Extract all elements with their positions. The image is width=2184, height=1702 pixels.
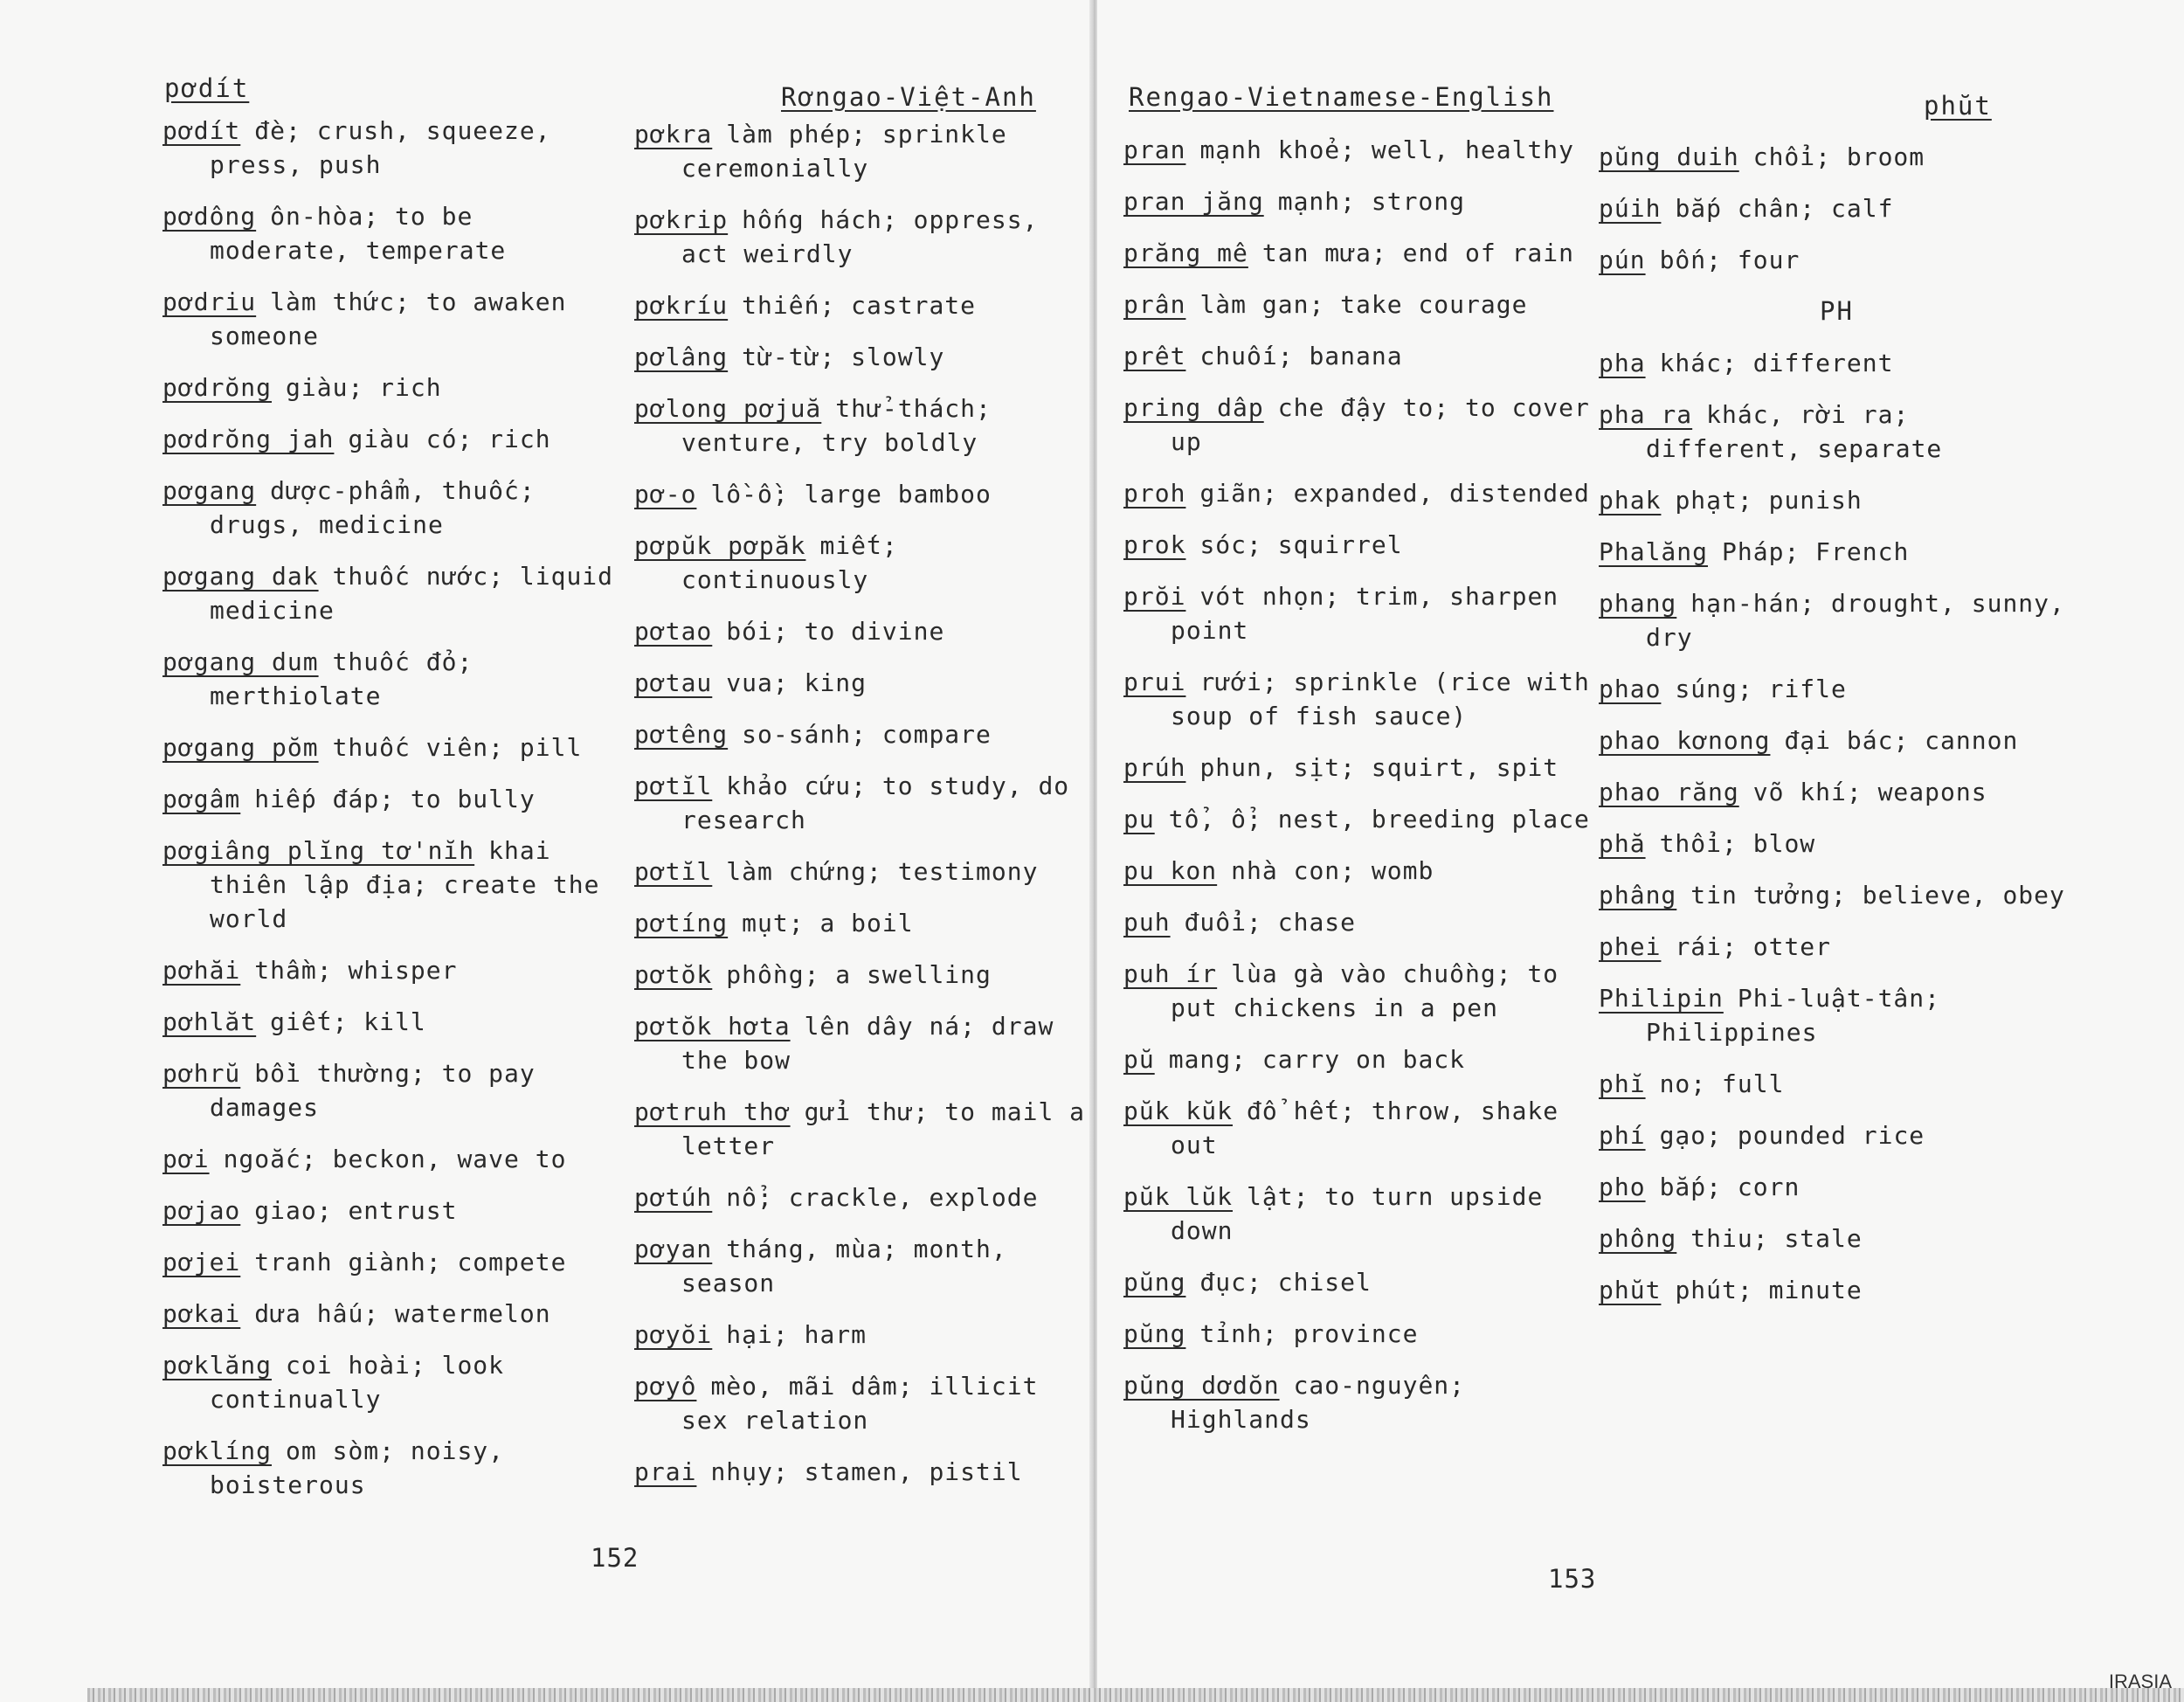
entry-definition: so-sánh; compare xyxy=(742,720,992,749)
entry-headword: pơtŏk hơta xyxy=(634,1012,791,1041)
dictionary-entry xyxy=(634,906,1089,940)
entry-headword: pơgiâng plĭng tơ'nĭh xyxy=(162,836,475,865)
entry-definition: thuốc đỏ; merthiolate xyxy=(210,647,473,710)
entry-definition: gạo; pounded rice xyxy=(1659,1121,1925,1150)
entry-headword: pŭng xyxy=(1123,1268,1186,1297)
entry-definition: gửi thư; to mail a letter xyxy=(681,1097,1086,1160)
dictionary-entry xyxy=(634,1369,1089,1437)
dictionary-entry xyxy=(1599,483,2075,517)
dictionary-entry xyxy=(1123,1368,1600,1436)
left-column-1 xyxy=(162,114,625,1519)
entry-definition: mang; carry on back xyxy=(1168,1045,1466,1074)
dictionary-entry xyxy=(162,474,625,542)
entry-headword: pơjei xyxy=(162,1248,241,1276)
dictionary-entry xyxy=(634,717,1089,751)
dictionary-entry xyxy=(162,782,625,816)
dictionary-entry xyxy=(1123,476,1600,510)
entry-headword: pŭng duih xyxy=(1599,142,1739,171)
entry-headword: Philipin xyxy=(1599,984,1724,1013)
entry-headword: prân xyxy=(1123,290,1186,319)
entry-definition: dưa hấu; watermelon xyxy=(254,1299,551,1328)
entry-headword: pơkrip xyxy=(634,205,729,234)
entry-headword: Phalăng xyxy=(1599,537,1709,566)
entry-definition: thầm; whisper xyxy=(254,956,458,985)
entry-headword: prŏi xyxy=(1123,582,1186,611)
dictionary-entry xyxy=(162,1348,625,1416)
entry-headword: pơtŏk xyxy=(634,960,713,989)
entry-headword: pơdông xyxy=(162,202,257,231)
entry-definition: coi hoài; look continually xyxy=(210,1351,505,1414)
entry-definition: giàu có; rich xyxy=(348,425,551,453)
entry-headword: pŭng xyxy=(1123,1319,1186,1348)
dictionary-entry xyxy=(634,1232,1089,1300)
entry-definition: tháng, mùa; month, season xyxy=(681,1235,1007,1297)
dictionary-entry xyxy=(1123,957,1600,1025)
dictionary-entry xyxy=(1599,1273,2075,1307)
entry-definition: thiu; stale xyxy=(1690,1224,1863,1253)
entry-definition: chổi; broom xyxy=(1752,142,1925,171)
dictionary-entry xyxy=(1123,1042,1600,1076)
dictionary-entry xyxy=(162,1245,625,1279)
entry-headword: pran xyxy=(1123,135,1186,164)
entry-definition: khác, rời ra; different, separate xyxy=(1646,400,1943,463)
entry-headword: pŭk kŭk xyxy=(1123,1097,1234,1125)
entry-headword: prai xyxy=(634,1457,697,1486)
dictionary-entry xyxy=(1599,981,2075,1049)
right-page-number: 153 xyxy=(1548,1564,1597,1594)
dictionary-entry xyxy=(1599,586,2075,654)
dictionary-entry xyxy=(634,1009,1089,1077)
entry-definition: nổ; crackle, explode xyxy=(726,1183,1039,1212)
entry-headword: pu xyxy=(1123,805,1155,834)
entry-headword: pơgâm xyxy=(162,785,241,813)
entry-headword: pŭ xyxy=(1123,1045,1155,1074)
entry-definition: phút; minute xyxy=(1675,1276,1863,1304)
entry-headword: pha ra xyxy=(1599,400,1693,429)
entry-headword: pơdrŏng xyxy=(162,373,273,402)
dictionary-entry xyxy=(1123,528,1600,562)
entry-headword: pha xyxy=(1599,349,1646,377)
dictionary-entry xyxy=(1123,133,1600,167)
entry-headword: prúh xyxy=(1123,753,1186,782)
entry-definition: bắp; corn xyxy=(1659,1173,1800,1201)
entry-headword: pơ-o xyxy=(634,480,697,509)
entry-headword: prăng mê xyxy=(1123,239,1248,267)
entry-definition: dược-phẩm, thuốc; drugs, medicine xyxy=(210,476,536,539)
entry-definition: phồng; a swelling xyxy=(726,960,992,989)
entry-definition: làm phép; sprinkle ceremonially xyxy=(681,120,1007,183)
entry-definition: giao; entrust xyxy=(254,1196,458,1225)
left-guide-word: pơdít xyxy=(164,73,250,103)
entry-definition: bốn; four xyxy=(1659,246,1800,274)
dictionary-entry xyxy=(1123,1180,1600,1248)
entry-headword: phao xyxy=(1599,675,1662,703)
right-column-1 xyxy=(1123,133,1600,1454)
watermark: IRASIA xyxy=(2108,1671,2172,1692)
entry-definition: ôn-hòa; to be moderate, temperate xyxy=(210,202,507,265)
entry-headword: pơyŏi xyxy=(634,1320,713,1349)
entry-definition: làm chứng; testimony xyxy=(726,857,1039,886)
entry-definition: bồi thường; to pay damages xyxy=(210,1059,536,1122)
entry-headword: phŭt xyxy=(1599,1276,1662,1304)
entry-headword: phang xyxy=(1599,589,1677,618)
entry-headword: pơyô xyxy=(634,1372,697,1401)
entry-definition: tan mưa; end of rain xyxy=(1261,239,1575,267)
entry-headword: pơtêng xyxy=(634,720,729,749)
entry-headword: pơdriu xyxy=(162,287,257,316)
entry-headword: pơgang dak xyxy=(162,562,319,591)
section-heading-ph: PH xyxy=(1820,296,1854,326)
entry-definition: sóc; squirrel xyxy=(1199,530,1403,559)
dictionary-entry xyxy=(162,1297,625,1331)
entry-headword: pơdít xyxy=(162,116,241,145)
entry-definition: từ-từ; slowly xyxy=(742,342,945,371)
left-page-number: 152 xyxy=(591,1543,639,1573)
dictionary-entry xyxy=(634,854,1089,889)
dictionary-entry xyxy=(1599,775,2075,809)
entry-headword: phông xyxy=(1599,1224,1677,1253)
entry-headword: phâng xyxy=(1599,881,1677,910)
entry-definition: Pháp; French xyxy=(1722,537,1910,566)
entry-definition: tranh giành; compete xyxy=(254,1248,567,1276)
entry-headword: pŭk lŭk xyxy=(1123,1182,1234,1211)
dictionary-entry xyxy=(634,614,1089,648)
entry-definition: mạnh khoẻ; well, healthy xyxy=(1199,135,1575,164)
entry-definition: thử-thách; venture, try boldly xyxy=(681,394,992,457)
dictionary-entry xyxy=(634,340,1089,374)
dictionary-entry xyxy=(634,958,1089,992)
dictionary-entry xyxy=(634,203,1089,271)
dictionary-entry xyxy=(634,391,1089,460)
dictionary-entry xyxy=(1599,723,2075,758)
entry-definition: miết; continuously xyxy=(681,531,898,594)
entry-definition: lên dây ná; draw the bow xyxy=(681,1012,1054,1075)
entry-definition: khác; different xyxy=(1659,349,1894,377)
dictionary-entry xyxy=(162,1193,625,1228)
entry-definition: tỉnh; province xyxy=(1199,1319,1419,1348)
dictionary-entry xyxy=(162,645,625,713)
entry-headword: pơhlăt xyxy=(162,1007,257,1036)
entry-headword: pơklíng xyxy=(162,1436,273,1465)
entry-definition: ngoắc; beckon, wave to xyxy=(223,1145,567,1173)
entry-headword: pơyan xyxy=(634,1235,713,1263)
entry-headword: pơlâng xyxy=(634,342,729,371)
entry-headword: phei xyxy=(1599,932,1662,961)
entry-definition: làm gan; take courage xyxy=(1199,290,1528,319)
dictionary-entry xyxy=(1123,665,1600,733)
dictionary-entry xyxy=(162,114,625,182)
dictionary-entry xyxy=(162,834,625,936)
entry-definition: nhà con; womb xyxy=(1231,856,1434,885)
entry-headword: pơi xyxy=(162,1145,210,1173)
dictionary-entry xyxy=(1599,243,2075,277)
entry-definition: nhụy; stamen, pistil xyxy=(710,1457,1023,1486)
entry-headword: pơhrŭ xyxy=(162,1059,241,1088)
entry-headword: pơtau xyxy=(634,668,713,697)
entry-definition: lùa gà vào chuồng; to put chickens in a pen xyxy=(1171,959,1559,1022)
dictionary-entry xyxy=(162,370,625,405)
left-column-2 xyxy=(634,117,1089,1506)
dictionary-entry xyxy=(1123,184,1600,218)
entry-definition: vót nhọn; trim, sharpen point xyxy=(1171,582,1559,645)
entry-definition: bói; to divine xyxy=(726,617,945,646)
entry-definition: đổ hết; throw, shake out xyxy=(1171,1097,1559,1159)
entry-definition: súng; rifle xyxy=(1675,675,1847,703)
entry-definition: lật; to turn upside down xyxy=(1171,1182,1544,1245)
dictionary-entry xyxy=(162,285,625,353)
dictionary-entry xyxy=(1599,346,2075,380)
dictionary-entry xyxy=(1123,391,1600,459)
dictionary-entry xyxy=(1123,287,1600,322)
entry-definition: mụt; a boil xyxy=(742,909,914,937)
entry-definition: phun, sịt; squirt, spit xyxy=(1199,753,1559,782)
right-column-2 xyxy=(1599,140,2075,1325)
entry-definition: đuổi; chase xyxy=(1184,908,1357,937)
entry-headword: pơtúh xyxy=(634,1183,713,1212)
dictionary-entry xyxy=(634,477,1089,511)
dictionary-entry xyxy=(1599,930,2075,964)
entry-headword: phí xyxy=(1599,1121,1646,1150)
dictionary-entry xyxy=(1123,751,1600,785)
entry-headword: pơtĭl xyxy=(634,771,713,800)
entry-headword: pơhăi xyxy=(162,956,241,985)
entry-headword: pơtíng xyxy=(634,909,729,937)
right-page xyxy=(1097,0,2184,1702)
entry-headword: phao răng xyxy=(1599,778,1739,806)
page-bottom-edge xyxy=(87,1688,2184,1702)
dictionary-entry xyxy=(1123,1317,1600,1351)
dictionary-entry xyxy=(162,199,625,267)
dictionary-entry xyxy=(1599,672,2075,706)
entry-headword: pơkai xyxy=(162,1299,241,1328)
entry-headword: phă xyxy=(1599,829,1646,858)
entry-definition: hạn-hán; drought, sunny, dry xyxy=(1646,589,2065,652)
entry-headword: pún xyxy=(1599,246,1646,274)
dictionary-entry xyxy=(1599,827,2075,861)
entry-definition: khai thiên lập địa; create the world xyxy=(210,836,600,933)
entry-definition: thuốc viên; pill xyxy=(332,733,583,762)
entry-headword: pơklăng xyxy=(162,1351,273,1380)
entry-definition: che đậy to; to cover up xyxy=(1171,393,1590,456)
dictionary-entry xyxy=(1123,905,1600,939)
entry-definition: giàu; rich xyxy=(286,373,442,402)
entry-definition: giãn; expanded, distended xyxy=(1199,479,1590,508)
entry-headword: phao kơnong xyxy=(1599,726,1771,755)
entry-definition: cao-nguyên; Highlands xyxy=(1171,1371,1466,1434)
dictionary-entry xyxy=(1599,878,2075,912)
entry-definition: mạnh; strong xyxy=(1277,187,1466,216)
entry-headword: pu kon xyxy=(1123,856,1218,885)
entry-headword: pơkra xyxy=(634,120,713,149)
entry-definition: hiếp đáp; to bully xyxy=(254,785,536,813)
entry-definition: om sòm; noisy, boisterous xyxy=(210,1436,505,1499)
dictionary-entry xyxy=(1599,140,2075,174)
entry-headword: pơlong pơjuă xyxy=(634,394,822,423)
entry-definition: đục; chisel xyxy=(1199,1268,1372,1297)
dictionary-entry xyxy=(162,1142,625,1176)
dictionary-entry xyxy=(162,1434,625,1502)
entry-definition: no; full xyxy=(1659,1069,1785,1098)
entry-headword: pran jăng xyxy=(1123,187,1264,216)
entry-definition: lồ-ồ; large bamboo xyxy=(710,480,992,509)
dictionary-entry xyxy=(1123,1094,1600,1162)
entry-headword: pơtruh thơ xyxy=(634,1097,791,1126)
dictionary-entry xyxy=(1599,191,2075,225)
entry-definition: bắp chân; calf xyxy=(1675,194,1894,223)
dictionary-entry xyxy=(634,529,1089,597)
dictionary-entry xyxy=(162,730,625,765)
entry-definition: tin tưởng; believe, obey xyxy=(1690,881,2065,910)
right-running-head: Rengao-Vietnamese-English xyxy=(1129,82,1554,112)
dictionary-entry xyxy=(1599,1067,2075,1101)
entry-headword: puh ír xyxy=(1123,959,1218,988)
dictionary-entry xyxy=(634,117,1089,185)
left-running-head: Rơngao-Việt-Anh xyxy=(781,82,1036,112)
dictionary-entry xyxy=(634,1318,1089,1352)
entry-definition: thuốc nước; liquid medicine xyxy=(210,562,614,625)
entry-headword: pŭng dơdŏn xyxy=(1123,1371,1280,1400)
dictionary-entry xyxy=(1123,579,1600,647)
entry-headword: pơtĭl xyxy=(634,857,713,886)
entry-definition: rưới; sprinkle (rice with soup of fish sauce) xyxy=(1171,668,1590,730)
entry-definition: mèo, mãi dâm; illicit sex relation xyxy=(681,1372,1039,1435)
entry-definition: chuối; banana xyxy=(1199,342,1403,370)
right-guide-word: phŭt xyxy=(1924,91,1992,121)
entry-definition: giết; kill xyxy=(270,1007,426,1036)
dictionary-entry xyxy=(1123,854,1600,888)
entry-headword: pơdrŏng jah xyxy=(162,425,335,453)
entry-definition: thổi; blow xyxy=(1659,829,1816,858)
entry-headword: pơgang pŏm xyxy=(162,733,319,762)
dictionary-entry xyxy=(1599,1118,2075,1152)
dictionary-entry xyxy=(1599,1221,2075,1256)
dictionary-entry xyxy=(162,422,625,456)
entry-headword: pơtao xyxy=(634,617,713,646)
dictionary-entry xyxy=(1123,236,1600,270)
dictionary-entry xyxy=(634,769,1089,837)
entry-definition: hại; harm xyxy=(726,1320,867,1349)
entry-definition: khảo cứu; to study, do research xyxy=(681,771,1070,834)
entry-definition: tổ, ổ; nest, breeding place xyxy=(1168,805,1590,834)
dictionary-entry xyxy=(162,1056,625,1124)
entry-headword: prok xyxy=(1123,530,1186,559)
entry-headword: puh xyxy=(1123,908,1171,937)
entry-headword: pring dâp xyxy=(1123,393,1264,422)
entry-definition: rái; otter xyxy=(1675,932,1832,961)
entry-headword: prêt xyxy=(1123,342,1186,370)
entry-headword: pơgang xyxy=(162,476,257,505)
entry-definition: võ khí; weapons xyxy=(1752,778,1987,806)
entry-headword: pho xyxy=(1599,1173,1646,1201)
entry-definition: thiến; castrate xyxy=(742,291,977,320)
entry-definition: vua; king xyxy=(726,668,867,697)
entry-headword: púih xyxy=(1599,194,1662,223)
entry-definition: phạt; punish xyxy=(1675,486,1863,515)
entry-headword: pơpŭk pơpăk xyxy=(634,531,806,560)
dictionary-entry xyxy=(634,1180,1089,1214)
entry-definition: đè; crush, squeeze, press, push xyxy=(210,116,551,179)
dictionary-entry xyxy=(1599,1170,2075,1204)
entry-headword: pơkríu xyxy=(634,291,729,320)
dictionary-entry xyxy=(634,1455,1089,1489)
entry-headword: pơgang dum xyxy=(162,647,319,676)
dictionary-entry xyxy=(1599,535,2075,569)
dictionary-entry xyxy=(1123,1265,1600,1299)
entry-definition: hống hách; oppress, act weirdly xyxy=(681,205,1039,268)
dictionary-entry xyxy=(1599,398,2075,466)
dictionary-entry xyxy=(1123,339,1600,373)
entry-definition: Phi-luật-tân; Philippines xyxy=(1646,984,1941,1047)
entry-headword: proh xyxy=(1123,479,1186,508)
dictionary-entry xyxy=(1123,802,1600,836)
dictionary-entry xyxy=(634,288,1089,322)
entry-headword: pơjao xyxy=(162,1196,241,1225)
dictionary-entry xyxy=(634,1095,1089,1163)
dictionary-entry xyxy=(162,953,625,987)
entry-definition: đại bác; cannon xyxy=(1784,726,2019,755)
dictionary-entry xyxy=(162,559,625,627)
dictionary-entry xyxy=(162,1005,625,1039)
entry-headword: prui xyxy=(1123,668,1186,696)
entry-headword: phak xyxy=(1599,486,1662,515)
entry-definition: làm thức; to awaken someone xyxy=(210,287,567,350)
entry-headword: phĭ xyxy=(1599,1069,1646,1098)
dictionary-entry xyxy=(634,666,1089,700)
